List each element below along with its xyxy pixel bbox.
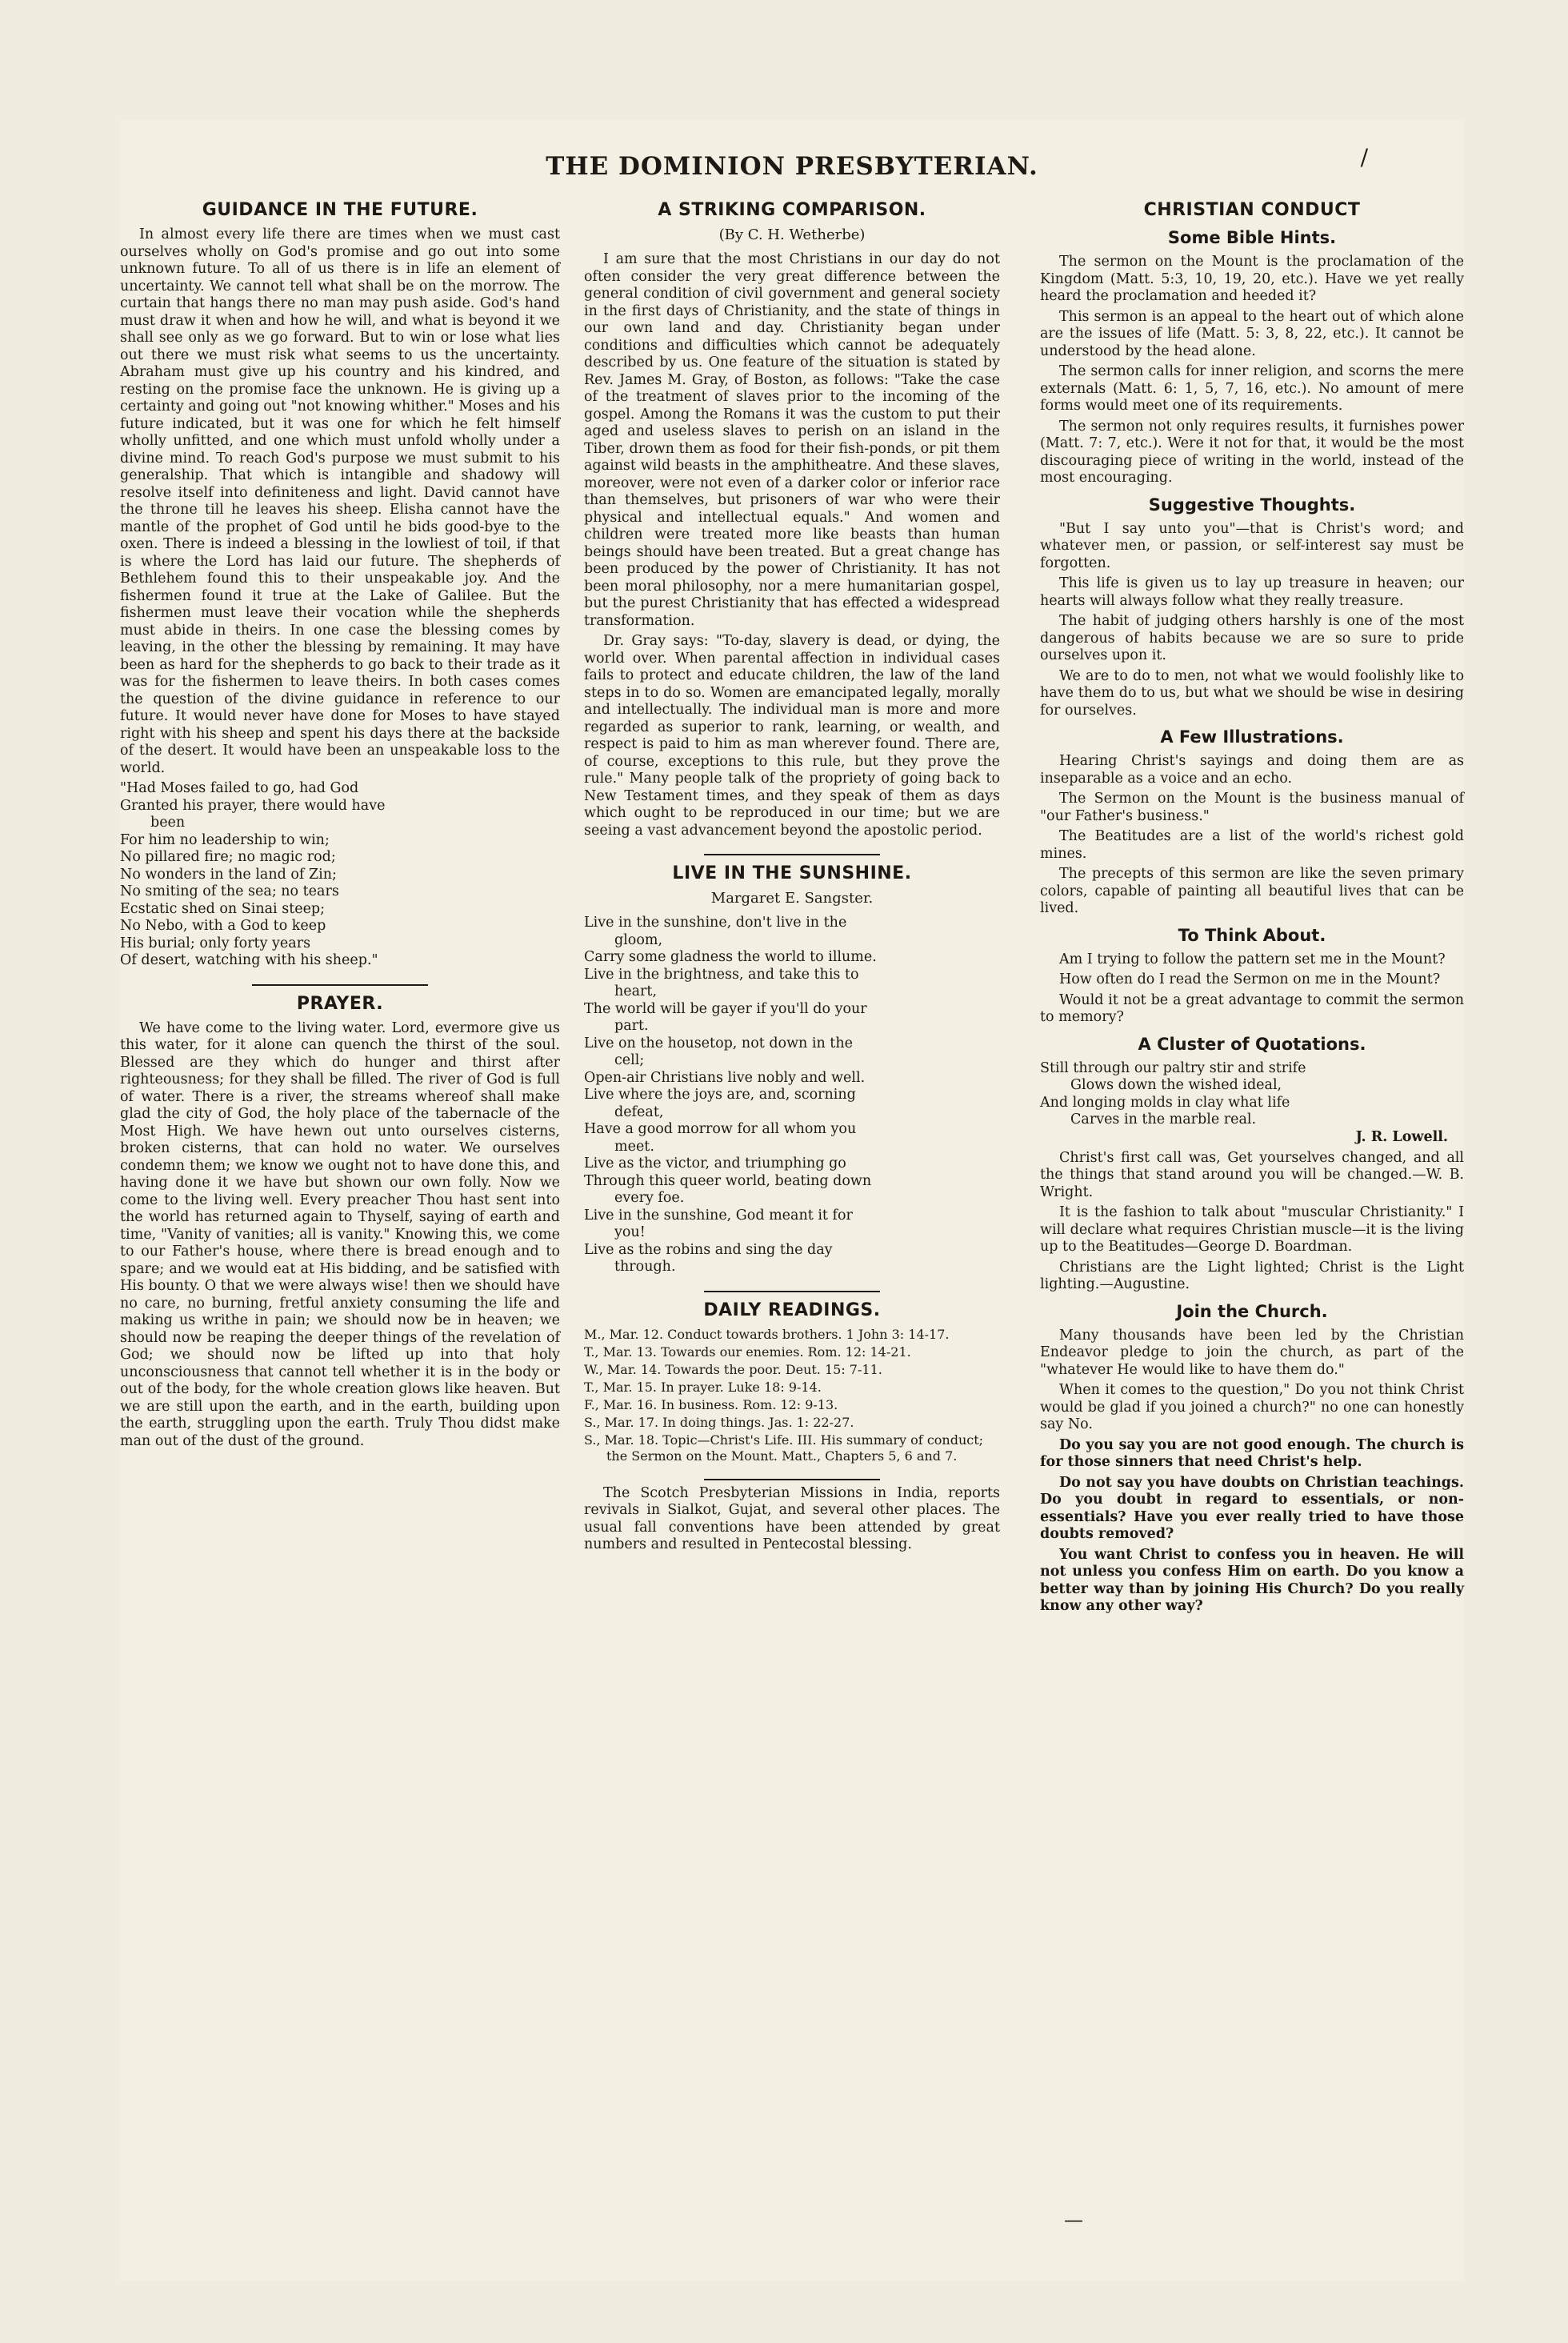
conduct-paragraph: This sermon is an appeal to the heart out of which alone are the issues of life (Matt. 5: 3, 8, 22, etc.). It cannot be understood by the head alone. (1040, 308, 1464, 359)
verse-line: Open-air Christians live nobly and well. (584, 1069, 866, 1086)
verse-line: For him no leadership to win; (120, 831, 330, 848)
reading-item: M., Mar. 12. Conduct towards brothers. 1 John 3: 14-17. (584, 1326, 950, 1342)
church-paragraph: Do not say you have doubts on Christian teachings. Do you doubt in regard to essentials, or non-essentials? Have you ever really tried to have those doubts removed? (1040, 1474, 1464, 1542)
conduct-paragraph: The sermon not only requires results, it furnishes power (Matt. 7: 7, etc.). Were it not for that, it would be the most discouraging piece of writing in the world, instead of the most encouraging. (1040, 418, 1464, 486)
verse-line: Still through our paltry stir and strife (1040, 1059, 1306, 1076)
church-paragraph: When it comes to the question," Do you not think Christ would be glad if you joined a church?" no one can honestly say No. (1040, 1382, 1464, 1432)
suggestive-paragraph: We are to do to men, not what we would foolishly like to have them do to us, but what we should be wise in desiring for ourselves. (1040, 667, 1464, 719)
verse-line: defeat, (614, 1103, 664, 1120)
quotations-paragraph: Christians are the Light lighted; Christ is the Light lighting.—Augustine. (1040, 1259, 1464, 1292)
verse-line: Through this queer world, beating down (584, 1172, 872, 1189)
verse-line: No wonders in the land of Zin; (120, 866, 337, 883)
think-paragraph: How often do I read the Sermon on me in the Mount? (1059, 971, 1441, 987)
verse-line: Of desert, watching with his sheep." (120, 952, 378, 968)
quotation-signature: J. R. Lowell. (1355, 1128, 1448, 1145)
verse-line: Live as the robins and sing the day (584, 1241, 833, 1258)
guidance-paragraph: In almost every life there are times when we must cast ourselves wholly on God's promise and go out into some unknown future. To all of us there is in life an element of uncertainty. We cannot tell what shall be on the morrow. The curtain that hangs there no man may push aside. God's hand must draw it when and how he will, and what is beyond it we shall see only as we go forward. But to win or lose what lies out there we must risk what seems to us the uncertainty. Abraham must give up his country and his kindred, and resting on the promise face the unknown. He is giving up a certainty and going out "not knowing whither." Moses and his future indicated, but it was one for which he felt himself wholly unfitted, and one which must unfold wholly under a divine mind. To reach God's purpose we must submit to his generalship. That which is intangible and shadowy will resolve itself into definiteness and light. David cannot have the throne till he leaves his sheep. Elisha cannot have the mantle of the prophet of God until he bids good-bye to the oxen. There is indeed a blessing in the lowliest of toil, if that is where the Lord has laid our future. The shepherds of Bethlehem found this to their unspeakable joy. And the fishermen found it true at the Lake of Galilee. But the fishermen must leave their vocation while the shepherds must abide in theirs. In one case the blessing comes by leaving, in the other the blessing by remaining. It may have been as hard for the shepherds to go back to their trade as it was for the fishermen to leave theirs. In both cases comes the question of the divine guidance in reference to our future. It would never have done for Moses to have stayed right with his sheep and spent his days there at the backside of the desert. It would have been an unspeakable loss to the world. (120, 226, 560, 776)
reading-item: T., Mar. 15. In prayer. Luke 18: 9-14. (584, 1379, 822, 1395)
verse-line: part. (614, 1018, 649, 1034)
think-paragraph: Would it not be a great advantage to commit the sermon to memory? (1040, 991, 1464, 1025)
reading-item: S., Mar. 17. In doing things. Jas. 1: 22-27. (584, 1414, 854, 1430)
prayer-title: PRAYER. (296, 993, 384, 1014)
verse-line: cell; (614, 1052, 645, 1068)
verse-line: Ecstatic shed on Sinai steep; (120, 900, 326, 917)
verse-line: you! (614, 1224, 646, 1240)
verse-line: Live in the sunshine, God meant it for (584, 1207, 853, 1224)
comparison-byline: (By C. H. Wetherbe) (718, 226, 866, 243)
verse-line: Live in the sunshine, don't live in the (584, 915, 847, 931)
column-left (120, 192, 560, 1453)
verse-line: Carry some gladness the world to illume. (584, 949, 877, 965)
column-right (1040, 192, 1464, 1619)
verse-line: No Nebo, with a God to keep (120, 918, 326, 934)
corner-mark: / (1360, 144, 1368, 170)
conduct-title: CHRISTIAN CONDUCT (1143, 200, 1361, 220)
verse-line: meet. (614, 1138, 654, 1155)
divider (252, 984, 428, 986)
verse-line: No pillared fire; no magic rod; (120, 849, 336, 865)
verse-line: Live on the housetop, not down in the (584, 1035, 853, 1051)
church-paragraph: Do you say you are not good enough. The church is for those sinners that need Christ's help. (1040, 1436, 1464, 1470)
church-title: Join the Church. (1176, 1301, 1328, 1321)
guidance-title: GUIDANCE IN THE FUTURE. (202, 200, 478, 220)
reading-item: S., Mar. 18. Topic—Christ's Life. III. His summary of conduct; the Sermon on the Mount. Matt., Chapters 5, 6 and 7. (584, 1432, 984, 1464)
verse-line: Have a good morrow for all whom you (584, 1121, 857, 1137)
suggestive-paragraph: This life is given us to lay up treasure in heaven; our hearts will always follow what they really treasure. (1040, 575, 1464, 609)
verse-line: No smiting of the sea; no tears (120, 883, 339, 899)
church-paragraph: You want Christ to confess you in heaven. He will not unless you confess Him on earth. Do you know a better way than by joining His Church? Do you really know any other way? (1040, 1546, 1464, 1614)
comparison-paragraph: I am sure that the most Christians in our day do not often consider the very great difference between the general condition of civil government and general society in the first days of Christianity, and the state of things in our own land and day. Christianity began under conditions and difficulties which cannot be adequately described by us. One feature of the situation is stated by Rev. James M. Gray, of Boston, as follows: "Take the case of the treatment of slaves prior to the incoming of the gospel. Among the Romans it was the custom to put their aged and useless slaves to perish on an island in the Tiber, drown them as food for their fish-ponds, or pit them against wild beasts in the amphitheatre. And these slaves, moreover, were not even of a darker color or inferior race than themselves, but prisoners of war who were their physical and intellectual equals." And women and children were treated more like beasts than human beings should have been treated. But a great change has been produced by the power of Christianity. It has not been moral philosophy, nor a mere humanitarian gospel, but the purest Christianity that has effected a widespread transformation. (584, 251, 1000, 629)
verse-line: Granted his prayer, there would have (120, 797, 386, 814)
verse-line: through. (614, 1259, 676, 1275)
divider (704, 1291, 880, 1292)
verse-line: "Had Moses failed to go, had God (120, 780, 359, 796)
illustrations-paragraph: The Sermon on the Mount is the business manual of "our Father's business." (1040, 791, 1464, 824)
illustrations-title: A Few Illustrations. (1160, 727, 1344, 747)
verse-line: every foe. (614, 1190, 685, 1206)
quotations-paragraph: Christ's first call was, Get yourselves changed, and all the things that stand around you will be changed.—W. B. Wright. (1040, 1149, 1464, 1200)
verse-line: been (150, 815, 186, 831)
illustrations-paragraph: The Beatitudes are a list of the world's richest gold mines. (1040, 828, 1464, 862)
verse-line: heart, (614, 983, 658, 999)
sunshine-byline: Margaret E. Sangster. (710, 890, 874, 907)
illustrations-paragraph: The precepts of this sermon are like the seven primary colors, capable of painting all beautiful lives that can be lived. (1040, 866, 1464, 916)
suggestive-title: Suggestive Thoughts. (1148, 495, 1356, 515)
verse-line: Live in the brightness, and take this to (584, 966, 859, 983)
verse-line: And longing molds in clay what life (1040, 1094, 1290, 1111)
verse-line: Live where the joys are, and, scorning (584, 1087, 856, 1103)
church-paragraph: Many thousands have been led by the Christian Endeavor pledge to join the church, as part of the "whatever He would like to have them do." (1040, 1327, 1464, 1378)
comparison-title: A STRIKING COMPARISON. (658, 200, 926, 220)
verse-line: Glows down the wished ideal, (1070, 1077, 1282, 1093)
quotations-title: A Cluster of Quotations. (1138, 1034, 1366, 1054)
conduct-subtitle: Some Bible Hints. (1167, 228, 1337, 247)
verse-line: His burial; only forty years (120, 935, 311, 951)
verse-line: The world will be gayer if you'll do your (584, 1000, 867, 1017)
sunshine-title: LIVE IN THE SUNSHINE. (672, 863, 912, 883)
divider (704, 1479, 880, 1480)
reading-item: F., Mar. 16. In business. Rom. 12: 9-13. (584, 1396, 838, 1412)
column-middle (584, 192, 1000, 1557)
think-paragraph: Am I trying to follow the pattern set me in the Mount? (1059, 951, 1446, 967)
verse-line: gloom, (614, 931, 663, 948)
verse-line: Carves in the marble real. (1070, 1111, 1257, 1127)
masthead: THE DOMINION PRESBYTERIAN. (546, 152, 1038, 181)
conduct-paragraph: The sermon on the Mount is the proclamation of the Kingdom (Matt. 5:3, 10, 19, 20, etc.). Have we yet really heard the proclamation and heeded it? (1040, 254, 1464, 304)
quotations-paragraph: It is the fashion to talk about "muscular Christianity." I will declare what requires Christian muscle—it is the living up to the Beatitudes—George D. Boardman. (1040, 1204, 1464, 1255)
quotations-verse (1040, 1060, 1464, 1129)
missions-paragraph: The Scotch Presbyterian Missions in India, reports revivals in Sialkot, Gujat, and several other places. The usual fall conventions have been attended by great numbers and resulted in Pentecostal blessing. (584, 1484, 1000, 1552)
readings-title: DAILY READINGS. (703, 1300, 881, 1320)
suggestive-paragraph: The habit of judging others harshly is one of the most dangerous of habits because we are so sure to pride ourselves upon it. (1040, 613, 1464, 663)
reading-item: W., Mar. 14. Towards the poor. Deut. 15: 7-11. (584, 1361, 882, 1377)
illustrations-paragraph: Hearing Christ's sayings and doing them are as inseparable as a voice and an echo. (1040, 753, 1464, 787)
sunshine-verse (584, 915, 1000, 1276)
bottom-mark: — (1064, 2209, 1083, 2231)
prayer-paragraph: We have come to the living water. Lord, evermore give us this water, for it alone can quench the thirst of the soul. Blessed are they which do hunger and thirst after righteousness; for they shall be filled. The river of God is full of water. There is a river, the streams whereof shall make glad the city of God, the holy place of the tabernacle of the Most High. We have hewn out unto ourselves cisterns, broken cisterns, that can hold no water. We ourselves condemn them; we know we ought not to have done this, and having done it we have but shown our own folly. Now we come to the living well. Every preacher Thou hast sent into the world has returned again to Thyself, saying of earth and time, "Vanity of vanities; all is vanity." Knowing this, we come to our Father's house, where there is bread enough and to spare; and we would eat at His bidding, and be satisfied with His bounty. O that we were always wise! then we should have no care, no burning, fretful anxiety consuming the life and making us writhe in pain; we should now be in heaven; we should now be reaping the deeper things of the revelation of God; we should now be lifted up into that holy unconsciousness that cannot tell whether it is in the body or out of the body, for the whole creation glows like heaven. But we are still upon the earth, and in the earth, building upon the earth, struggling upon the earth. Truly Thou didst make man out of the dust of the ground. (120, 1019, 560, 1449)
think-title: To Think About. (1178, 925, 1326, 945)
suggestive-paragraph: "But I say unto you"—that is Christ's word; and whatever men, or passion, or self-interest say must be forgotten. (1040, 520, 1464, 571)
comparison-paragraph: Dr. Gray says: "To-day, slavery is dead, or dying, the world over. When parental affection in individual cases fails to protect and educate children, the law of the land steps in to do so. Women are emancipated legally, morally and intellectually. The individual man is more and more regarded as superior to rank, learning, or wealth, and respect is paid to him as man wherever found. There are, of course, exceptions to this rule, but they prove the rule." Many people talk of the propriety of going back to New Testament times, and they speak of them as days which ought to be reproduced in our time; but we are seeing a vast advancement beyond the apostolic period. (584, 633, 1000, 839)
divider (704, 854, 880, 855)
guidance-verse (120, 780, 560, 970)
verse-line: Live as the victor, and triumphing go (584, 1155, 846, 1172)
reading-item: T., Mar. 13. Towards our enemies. Rom. 12: 14-21. (584, 1344, 911, 1360)
newspaper-page (120, 120, 1464, 2281)
conduct-paragraph: The sermon calls for inner religion, and scorns the mere externals (Matt. 6: 1, 5, 7, 16, etc.). No amount of mere forms would meet one of its requirements. (1040, 363, 1464, 414)
